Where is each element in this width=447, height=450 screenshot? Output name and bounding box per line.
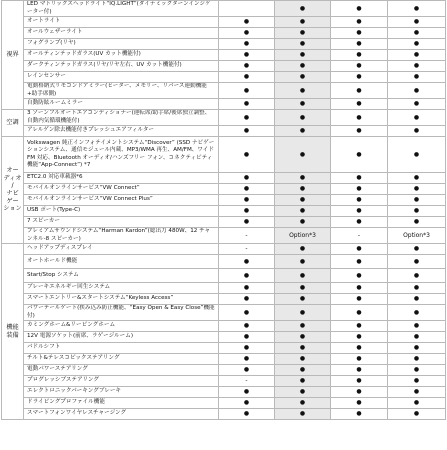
value-cell: ● (331, 72, 388, 83)
value-cell: ● (331, 294, 388, 305)
value-cell: ● (219, 50, 275, 61)
value-cell: ● (219, 17, 275, 28)
value-cell: - (219, 228, 275, 244)
value-cell: ● (331, 283, 388, 294)
table-row (2, 50, 446, 61)
value-cell: ● (275, 126, 331, 137)
value-cell: ● (388, 269, 446, 283)
feature-cell: オートホールド機能 (24, 255, 219, 269)
table-row (2, 17, 446, 28)
value-cell: ● (331, 137, 388, 173)
feature-cell: レインセンサー (24, 72, 219, 83)
equipment-table (1, 0, 446, 420)
value-cell: ● (275, 376, 331, 387)
table-row (2, 173, 446, 184)
value-cell: ● (275, 269, 331, 283)
table-row (2, 244, 446, 255)
table-row (2, 294, 446, 305)
category-cell: 視界 (2, 1, 24, 110)
value-cell: ● (331, 173, 388, 184)
feature-cell: ヘッドアップディスプレイ (24, 244, 219, 255)
value-cell: ● (275, 244, 331, 255)
value-cell: ● (275, 50, 331, 61)
feature-cell: オートライト (24, 17, 219, 28)
value-cell: ● (331, 365, 388, 376)
value-cell: ● (275, 184, 331, 195)
value-cell: ● (219, 305, 275, 321)
value-cell: ● (275, 255, 331, 269)
value-cell: ● (219, 126, 275, 137)
value-cell: ● (275, 173, 331, 184)
feature-cell: フォグランプ(リヤ) (24, 39, 219, 50)
value-cell: ● (331, 39, 388, 50)
value-cell: Option*3 (275, 228, 331, 244)
value-cell: ● (331, 332, 388, 343)
value-cell: ● (388, 409, 446, 420)
value-cell: ● (219, 173, 275, 184)
value-cell: ● (331, 343, 388, 354)
table-row (2, 332, 446, 343)
value-cell: ● (331, 1, 388, 17)
value-cell: ● (331, 50, 388, 61)
value-cell: ● (331, 305, 388, 321)
feature-cell: 電動格納式リモコンドアミラー(ヒーター、メモリー、リバース連動機能+助手席側) (24, 83, 219, 99)
value-cell: ● (219, 217, 275, 228)
table-row (2, 269, 446, 283)
feature-cell: カミングホーム&リービングホーム (24, 321, 219, 332)
value-cell: ● (388, 294, 446, 305)
feature-cell: ブレーキエネルギー回生システム (24, 283, 219, 294)
table-row (2, 72, 446, 83)
value-cell: ● (219, 184, 275, 195)
table-row (2, 137, 446, 173)
value-cell: ● (388, 244, 446, 255)
feature-cell: 自動防眩ルームミラー (24, 99, 219, 110)
value-cell: ● (219, 398, 275, 409)
table-row (2, 321, 446, 332)
value-cell: ● (219, 206, 275, 217)
value-cell: ● (275, 305, 331, 321)
value-cell: ● (331, 61, 388, 72)
table-row (2, 1, 446, 17)
value-cell: ● (219, 283, 275, 294)
value-cell: ● (275, 28, 331, 39)
value-cell: ● (219, 61, 275, 72)
feature-cell: プレミアムサウンドシステム“Harman Kardon”(総出力 480W、12 チャンネル-8 スピーカー) (24, 228, 219, 244)
value-cell: ● (388, 376, 446, 387)
value-cell: ● (275, 206, 331, 217)
value-cell: ● (388, 195, 446, 206)
value-cell: ● (275, 195, 331, 206)
feature-cell: 7 スピーカー (24, 217, 219, 228)
table-row (2, 228, 446, 244)
value-cell: ● (219, 99, 275, 110)
value-cell: ● (388, 173, 446, 184)
value-cell: ● (275, 99, 331, 110)
value-cell: ● (331, 409, 388, 420)
value-cell: ● (275, 354, 331, 365)
value-cell: ● (388, 206, 446, 217)
feature-cell: パドルシフト (24, 343, 219, 354)
table-row (2, 39, 446, 50)
value-cell: ● (388, 1, 446, 17)
value-cell: ● (219, 294, 275, 305)
value-cell: ● (275, 1, 331, 17)
value-cell: ● (275, 398, 331, 409)
feature-cell: Start/Stop システム (24, 269, 219, 283)
value-cell: ● (275, 409, 331, 420)
value-cell: ● (388, 255, 446, 269)
value-cell: ● (388, 99, 446, 110)
feature-cell: パワーテールゲート(挟み込み防止機能、“Easy Open & Easy Close”機能付) (24, 305, 219, 321)
value-cell: ● (275, 294, 331, 305)
value-cell: ● (275, 17, 331, 28)
value-cell: ● (388, 28, 446, 39)
value-cell: ● (219, 354, 275, 365)
value-cell: ● (388, 137, 446, 173)
value-cell: ● (219, 39, 275, 50)
value-cell: - (219, 376, 275, 387)
value-cell: ● (388, 17, 446, 28)
value-cell: ● (275, 283, 331, 294)
feature-cell: LED マトリックスヘッドライト“IQ.LIGHT”(ダイナミックターンインジケーター付) (24, 1, 219, 17)
value-cell: ● (275, 110, 331, 126)
value-cell: ● (219, 321, 275, 332)
table-row (2, 184, 446, 195)
feature-cell: 電動パワーステアリング (24, 365, 219, 376)
value-cell: ● (331, 321, 388, 332)
value-cell: - (219, 244, 275, 255)
value-cell: ● (388, 398, 446, 409)
value-cell: Option*3 (388, 228, 446, 244)
value-cell: ● (388, 305, 446, 321)
feature-cell: ドライビングプロファイル機能 (24, 398, 219, 409)
category-cell: 空調 (2, 110, 24, 137)
feature-cell: モバイルオンラインサービス“VW Connect” (24, 184, 219, 195)
value-cell: ● (275, 39, 331, 50)
table-row (2, 28, 446, 39)
value-cell: ● (388, 83, 446, 99)
value-cell (219, 1, 275, 17)
value-cell: ● (219, 195, 275, 206)
value-cell: ● (331, 17, 388, 28)
value-cell: ● (388, 126, 446, 137)
value-cell: ● (388, 217, 446, 228)
feature-cell: プログレッシブステアリング (24, 376, 219, 387)
table-row (2, 206, 446, 217)
feature-cell: チルト&テレスコピックステアリング (24, 354, 219, 365)
value-cell: ● (331, 217, 388, 228)
feature-cell: オールティンテッドガラス(UV カット機能付) (24, 50, 219, 61)
value-cell: ● (219, 387, 275, 398)
feature-cell: Volkswagen 純正インフォテイメントシステム“Discover” (SSD ナビゲーションシステム、通信モジュール内蔵、MP3/WMA 再生、AM/FM、ワイド FM 対応、Bluetooth オーディオ/ハンズフリー フォン、コネクティビティ機能“App-Connect”) *7 (24, 137, 219, 173)
value-cell: ● (275, 72, 331, 83)
value-cell: ● (331, 110, 388, 126)
table-row (2, 83, 446, 99)
value-cell: ● (219, 255, 275, 269)
value-cell: ● (219, 72, 275, 83)
value-cell: - (331, 228, 388, 244)
value-cell: ● (388, 110, 446, 126)
value-cell: ● (388, 354, 446, 365)
value-cell: ● (331, 83, 388, 99)
table-row (2, 255, 446, 269)
table-row (2, 61, 446, 72)
table-row (2, 99, 446, 110)
value-cell: ● (331, 99, 388, 110)
value-cell: ● (331, 255, 388, 269)
feature-cell: モバイルオンラインサービス“VW Connect Plus” (24, 195, 219, 206)
value-cell: ● (388, 184, 446, 195)
value-cell: ● (331, 387, 388, 398)
value-cell: ● (388, 332, 446, 343)
feature-cell: USB ポート(Type-C) (24, 206, 219, 217)
value-cell: ● (331, 184, 388, 195)
table-row (2, 110, 446, 126)
feature-cell: スマートフォンワイヤレスチャージング (24, 409, 219, 420)
table-row (2, 354, 446, 365)
table-row (2, 195, 446, 206)
feature-cell: ETC2.0 対応車載器*6 (24, 173, 219, 184)
feature-cell: ダークティンテッドガラス(リヤ/リヤ左右、UV カット機能付) (24, 61, 219, 72)
feature-cell: スマートエントリー&スタートシステム“Keyless Access” (24, 294, 219, 305)
table-row (2, 365, 446, 376)
value-cell: ● (331, 126, 388, 137)
feature-cell: アレルゲン除去機能付きプレッシュエアフィルター (24, 126, 219, 137)
value-cell: ● (275, 332, 331, 343)
value-cell: ● (388, 61, 446, 72)
feature-cell: 3 ゾーンフルオートエアコンディショナー(運転席/助手席/後席独立調整、自動内気循環機能付) (24, 110, 219, 126)
table-row (2, 283, 446, 294)
feature-cell: オールウェザーライト (24, 28, 219, 39)
value-cell: ● (275, 387, 331, 398)
value-cell: ● (388, 321, 446, 332)
value-cell: ● (275, 61, 331, 72)
value-cell: ● (331, 206, 388, 217)
value-cell: ● (275, 321, 331, 332)
value-cell: ● (388, 39, 446, 50)
table-row (2, 126, 446, 137)
value-cell: ● (331, 269, 388, 283)
value-cell: ● (219, 365, 275, 376)
value-cell: ● (275, 137, 331, 173)
value-cell: ● (219, 28, 275, 39)
table-row (2, 305, 446, 321)
value-cell: ● (219, 343, 275, 354)
category-cell: オー ディオ / ナビ ゲー ション (2, 137, 24, 244)
value-cell: ● (331, 398, 388, 409)
value-cell: ● (275, 365, 331, 376)
value-cell: ● (219, 332, 275, 343)
equipment-table-body (2, 1, 446, 420)
value-cell: ● (331, 376, 388, 387)
table-row (2, 398, 446, 409)
category-cell: 機能 装備 (2, 244, 24, 420)
value-cell: ● (275, 217, 331, 228)
feature-cell: 12V 電源ソケット(前席、ラゲージルーム) (24, 332, 219, 343)
value-cell: ● (219, 83, 275, 99)
table-row (2, 217, 446, 228)
value-cell: ● (219, 137, 275, 173)
value-cell: ● (331, 28, 388, 39)
value-cell: ● (388, 72, 446, 83)
table-row (2, 409, 446, 420)
table-row (2, 376, 446, 387)
value-cell: ● (331, 354, 388, 365)
value-cell: ● (388, 343, 446, 354)
value-cell: ● (388, 387, 446, 398)
value-cell: ● (219, 269, 275, 283)
feature-cell: エレクトロニックパーキングブレーキ (24, 387, 219, 398)
value-cell: ● (219, 409, 275, 420)
value-cell: ● (275, 343, 331, 354)
value-cell: ● (331, 195, 388, 206)
table-row (2, 387, 446, 398)
value-cell: ● (219, 110, 275, 126)
value-cell: ● (388, 283, 446, 294)
value-cell: ● (388, 50, 446, 61)
table-row (2, 343, 446, 354)
value-cell: ● (331, 244, 388, 255)
value-cell: ● (275, 83, 331, 99)
value-cell: ● (388, 365, 446, 376)
